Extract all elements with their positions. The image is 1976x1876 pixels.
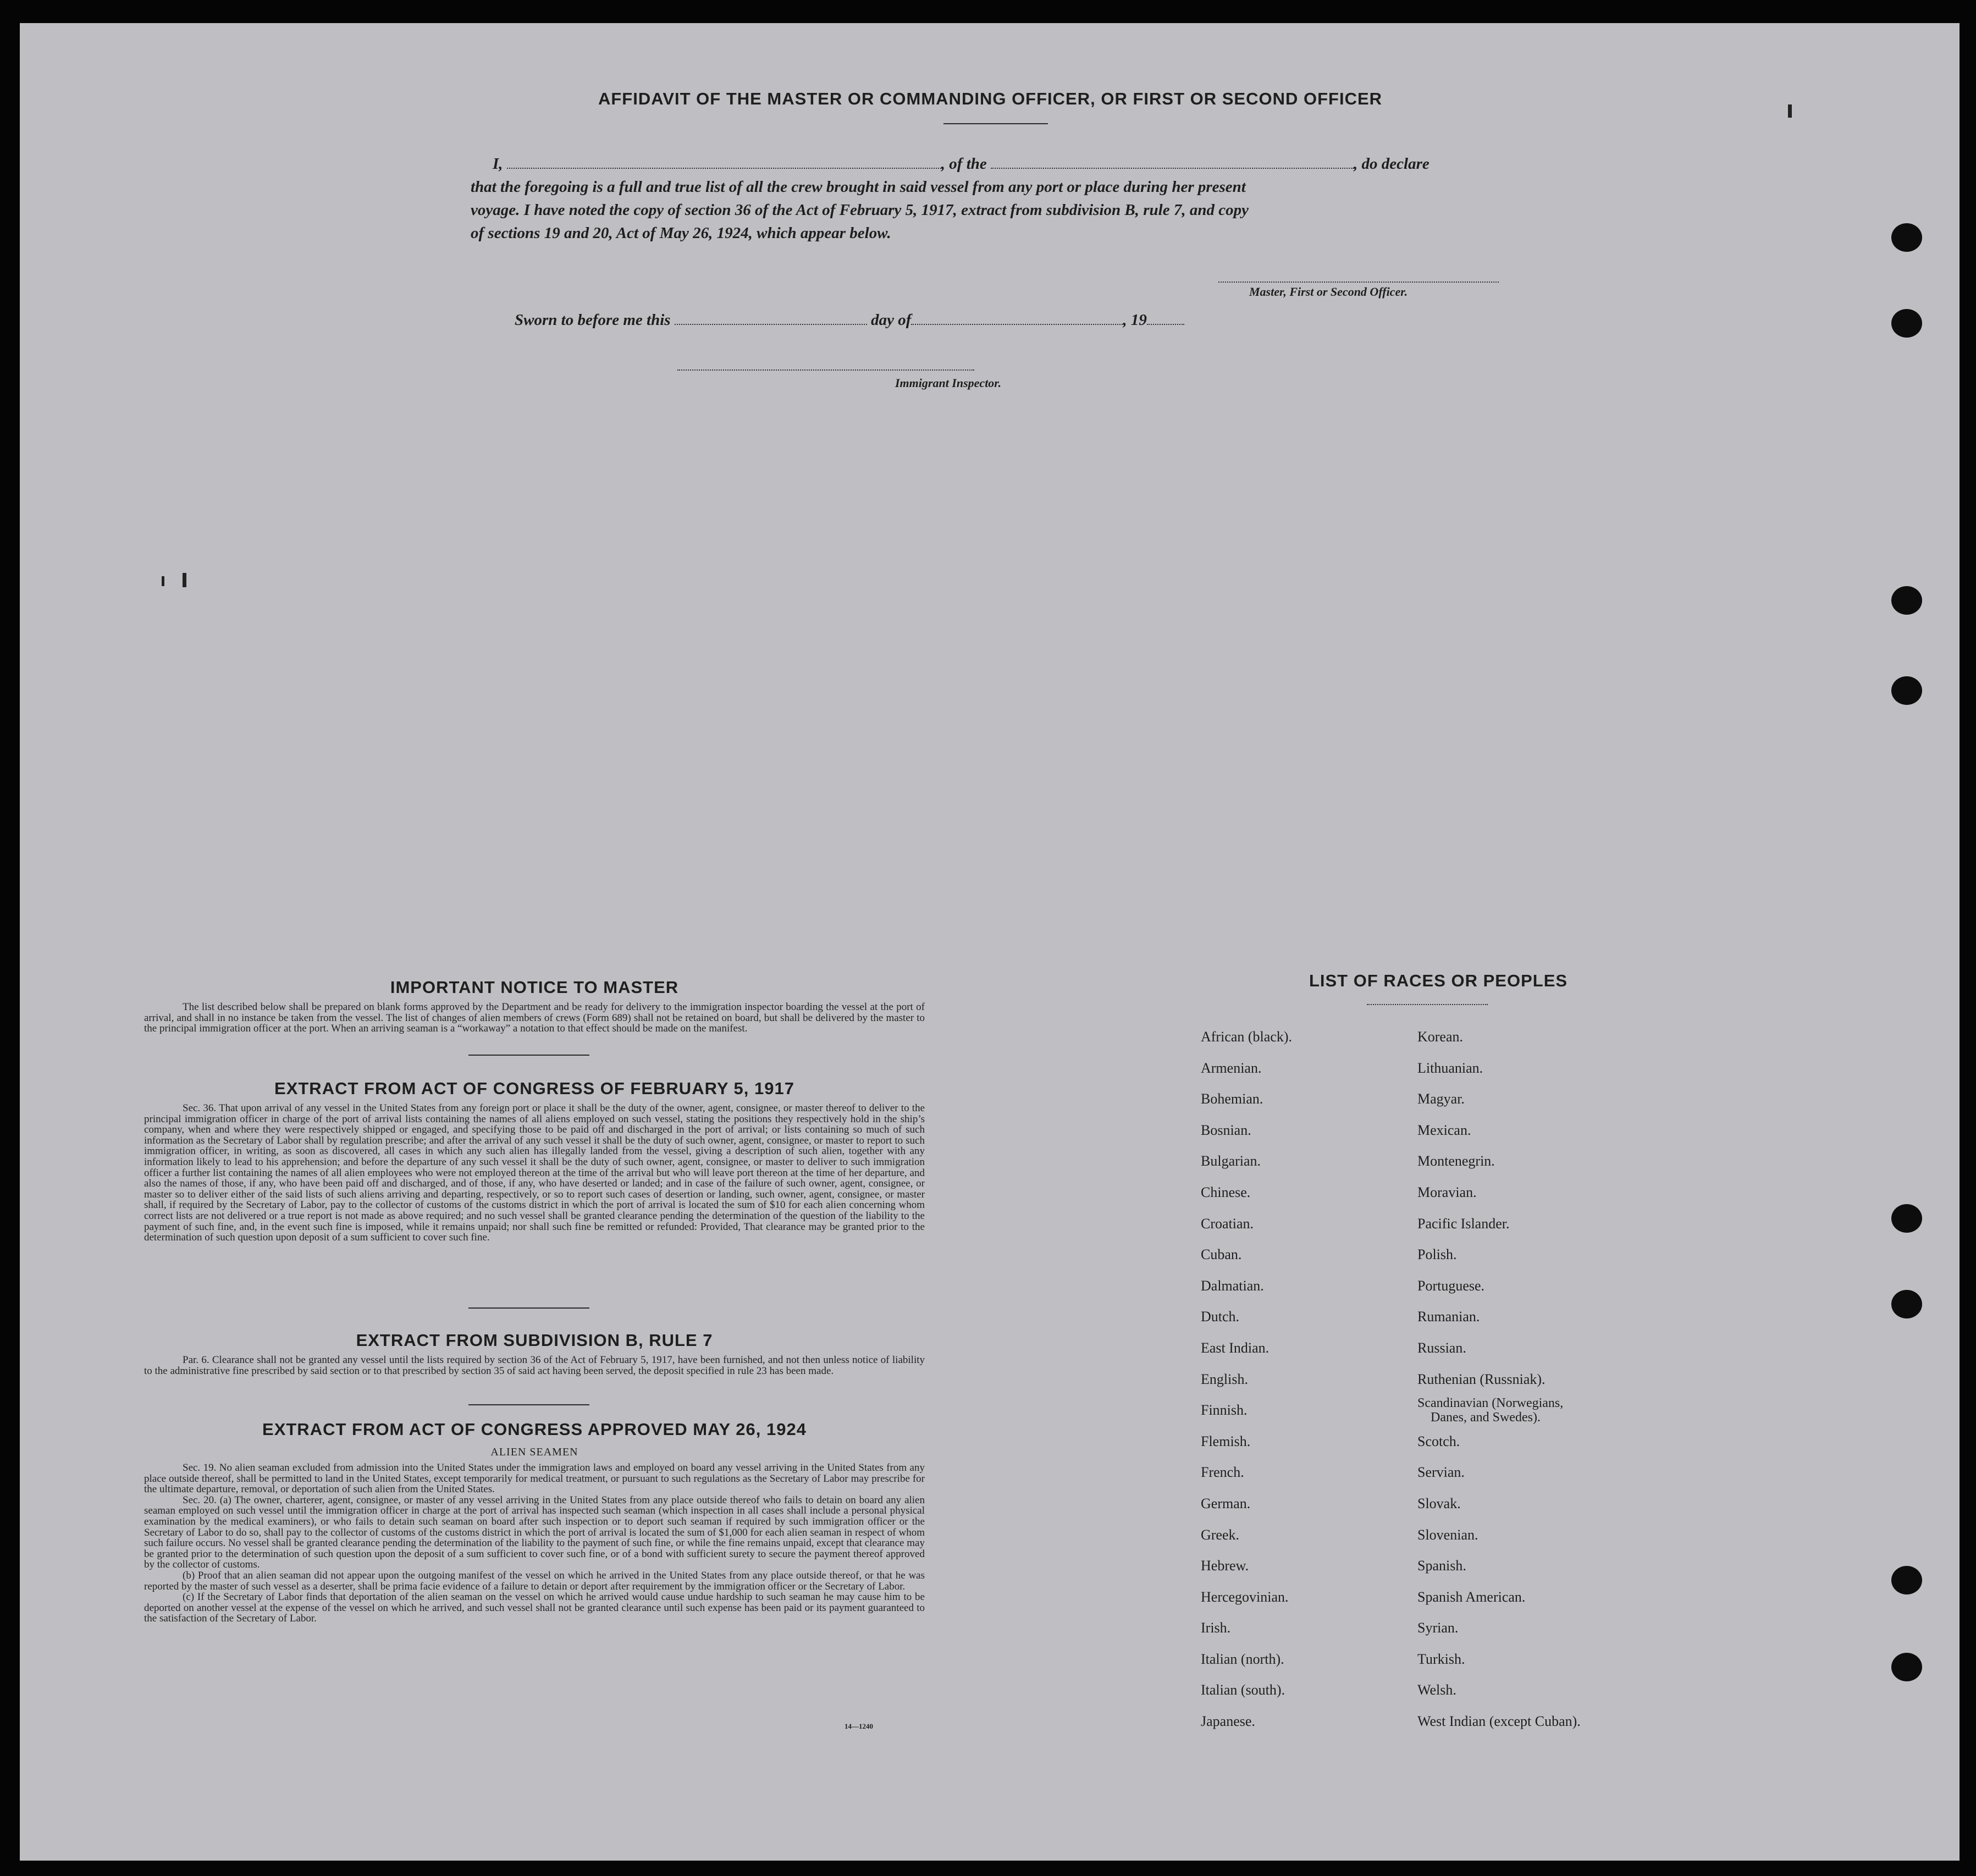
race-item: Syrian. [1417,1620,1459,1636]
race-item: Montenegrin. [1417,1153,1495,1169]
race-item: Rumanian. [1417,1309,1480,1325]
race-item: Scandinavian (Norwegians, Danes, and Swedes). [1417,1396,1564,1425]
declaration-i: I, [493,155,503,173]
section-rule [468,1055,589,1056]
rule7-title: EXTRACT FROM SUBDIVISION B, RULE 7 [356,1331,713,1350]
race-item: French. [1201,1464,1244,1481]
race-item: Cuban. [1201,1246,1242,1263]
notice-text: The list described below shall be prepared on blank forms approved by the Department and be ready for delivery to the immigration inspector boarding the vessel at the port of arrival, and shall in no instance be taken from the vessel. The list of changes of alien members of crews (Form 689) shall not be retained on board, but shall be delivered by the master to the principal immigration officer at the port. When an arriving seaman is a “workaway” a notation to that effect should be made on the manifest. [144,1001,925,1035]
punch-hole [1891,1204,1922,1233]
vessel-field[interactable] [991,156,1354,169]
race-item: Spanish American. [1417,1588,1526,1605]
punch-hole [1891,1653,1922,1681]
extract-1924-body [144,1463,925,1624]
sec20b-text: (b) Proof that an alien seaman did not appear upon the outgoing manifest of the vessel on which he arrived in the United States from any place outside thereof, or that he was reported by the master of such vessel as a deserter, shall be prima facie evidence of a failure to detain or deport after requirement by the immigration officer or the Secretary of Labor. [144,1569,925,1592]
notice-title: IMPORTANT NOTICE TO MASTER [390,978,679,997]
race-item: Dutch. [1201,1309,1240,1325]
race-item: Bohemian. [1201,1091,1263,1107]
race-item: Lithuanian. [1417,1060,1483,1076]
race-item: Irish. [1201,1620,1231,1636]
title-rule [943,123,1048,124]
race-item: Finnish. [1201,1402,1248,1419]
race-item: Portuguese. [1417,1277,1485,1294]
extract-1924-subtitle: ALIEN SEAMEN [490,1446,578,1458]
race-item: Italian (north). [1201,1651,1284,1667]
race-item: West Indian (except Cuban). [1417,1713,1581,1730]
race-item: Italian (south). [1201,1682,1285,1698]
name-field[interactable] [507,156,941,169]
race-item: African (black). [1201,1029,1293,1045]
race-item: Magyar. [1417,1091,1465,1107]
race-item: Slovenian. [1417,1526,1478,1543]
race-item: Polish. [1417,1246,1457,1263]
punch-hole [1891,1290,1922,1318]
declaration-line-3: voyage. I have noted the copy of section 36 of the Act of February 5, 1917, extract from subdivision B, rule 7, and copy [471,201,1249,219]
race-item: Moravian. [1417,1184,1477,1200]
punch-hole [1891,223,1922,252]
race-item: Armenian. [1201,1060,1262,1076]
race-item: Ruthenian (Russniak). [1417,1371,1546,1387]
stray-mark [183,573,186,587]
race-item: Mexican. [1417,1122,1471,1138]
sworn-text: Sworn to before me this [515,311,671,329]
races-left-column [1201,1022,1410,1737]
race-item: Spanish. [1417,1558,1466,1574]
race-item: Hebrew. [1201,1558,1249,1574]
affidavit-title: AFFIDAVIT OF THE MASTER OR COMMANDING OFFICER, OR FIRST OR SECOND OFFICER [598,89,1383,108]
extract-1924-title: EXTRACT FROM ACT OF CONGRESS APPROVED MAY 26, 1924 [262,1420,807,1439]
punch-hole [1891,586,1922,615]
sec19-text: Sec. 19. No alien seaman excluded from admission into the United States under the immigration laws and employed on board any vessel arriving in the United States from any place outside thereof, shall be permitted to land in the United States, except temporarily for medical treatment, or pursuant to such regulations as the Secretary of Labor may prescribe for the ultimate departure, removal, or deportation of such alien from the United States. [144,1462,925,1496]
race-item: Bulgarian. [1201,1153,1261,1169]
sworn-month-field[interactable] [911,312,1123,325]
stray-mark [162,576,164,586]
section-rule [468,1307,589,1309]
race-item: Slovak. [1417,1495,1461,1511]
race-item: Servian. [1417,1464,1465,1481]
rule7-text: Par. 6. Clearance shall not be granted any vessel until the lists required by section 36 of the Act of February 5, 1917, have been furnished, and not then unless notice of liability to the administrative fine prescribed by said section or to that prescribed by section 35 of said act having been served, the deposit specified in rule 23 has been made. [144,1354,925,1377]
race-item: Hercegovinian. [1201,1588,1289,1605]
race-item: Turkish. [1417,1651,1465,1667]
race-item: Pacific Islander. [1417,1215,1510,1232]
sec20a-text: Sec. 20. (a) The owner, charterer, agent, consignee, or master of any vessel arriving in the United States from any place outside thereof who fails to detain on board any alien seaman employed on such vessel until the immigration officer in charge at the port of arrival has inspected such seaman (which inspection in all cases shall include a personal physical examination by the medical examiners), or who fails to detain such seaman on board after such inspection or to deport such seaman if required by such immigration officer or the Secretary of Labor to do so, shall pay to the collector of customs of the customs district in which the port of arrival is located the sum of $1,000 for each alien seaman in respect of whom such failure occurs. No vessel shall be granted clearance pending the determination of the liability to the payment of such fine, or while the fine remains unpaid, except that clearance may be granted prior to the determination of such question upon the deposit of a sum sufficient to cover such fine, or of a bond with sufficient surety to secure the payment thereof approved by the collector of customs. [144,1494,925,1571]
race-item: Scotch. [1417,1433,1460,1449]
master-signature-label: Master, First or Second Officer. [1249,285,1408,299]
declaration-line-2: that the foregoing is a full and true list of all the crew brought in said vessel from any port or place during her present [471,178,1246,196]
section-rule [468,1404,589,1405]
sworn-year-field[interactable] [1147,312,1184,325]
race-item: Welsh. [1417,1682,1456,1698]
inspector-signature-line[interactable] [677,369,974,371]
punch-hole [1891,1566,1922,1594]
declaration-of-the: , of the [941,155,987,173]
declaration-line-4: of sections 19 and 20, Act of May 26, 1924, which appear below. [471,224,891,242]
race-item: Russian. [1417,1339,1466,1356]
sworn-day-field[interactable] [675,312,867,325]
day-of-text: day of [871,311,912,329]
declaration-declare: , do declare [1354,155,1429,173]
extract-1917-title: EXTRACT FROM ACT OF CONGRESS OF FEBRUARY 5, 1917 [274,1079,794,1098]
race-item: Japanese. [1201,1713,1255,1730]
race-item: Croatian. [1201,1215,1254,1232]
race-item: English. [1201,1371,1248,1387]
race-item: Korean. [1417,1029,1464,1045]
race-item: Chinese. [1201,1184,1251,1200]
master-signature-line[interactable] [1218,282,1499,283]
declaration-line-1 [471,155,1570,173]
sworn-line [515,311,1184,329]
race-item: Flemish. [1201,1433,1251,1449]
races-divider [1367,1004,1488,1005]
races-right-column [1417,1022,1725,1737]
year-prefix: , 19 [1123,311,1147,329]
races-title: LIST OF RACES OR PEOPLES [1309,971,1568,990]
form-number: 14—1240 [845,1722,873,1730]
sec20c-text: (c) If the Secretary of Labor finds that deportation of the alien seaman on the vessel on which he arrived would cause undue hardship to such seaman he may cause him to be deported on another vessel at the expense of the vessel on which he arrived, and such vessel shall not be granted clearance until such expense has been paid or its payment guaranteed to the satisfaction of the Secretary of Labor. [144,1591,925,1625]
race-item: East Indian. [1201,1339,1270,1356]
race-item: German. [1201,1495,1251,1511]
punch-hole [1891,676,1922,705]
race-item: Greek. [1201,1526,1240,1543]
inspector-label: Immigrant Inspector. [895,376,1002,390]
extract-1917-text: Sec. 36. That upon arrival of any vessel in the United States from any foreign port or place it shall be the duty of the owner, agent, consignee, or master thereof to deliver to the principal immigration officer in charge of the port of arrival lists containing the names of all aliens employed on such vessel, stating the positions they respectively hold in the ship’s company, when and where they were respectively shipped or engaged, and specifying those to be paid off and discharged in the port of arrival; or lists containing so much of such information as the Secretary of Labor shall by regulation prescribe; and after the arrival of any such vessel it shall be the duty of such owner, agent, consignee, or master to report to such immigration officer, in writing, as soon as discovered, all cases in which any such alien has illegally landed from the vessel, giving a description of such alien, together with any information likely to lead to his apprehension; and before the departure of any such vessel it shall be the duty of such owner, agent, consignee, or master to deliver to such immigration officer a further list containing the names of all alien employees who were not employed thereon at the time of the arrival but who will leave port thereon at the time of her departure, and also the names of those, if any, who have been paid off and discharged, and of those, if any, who have deserted or landed; and in case of the failure of such owner, agent, consignee, or master so to deliver either of the said lists of such aliens arriving and departing, respectively, or so to report such cases of desertion or landing, such owner, agent, consignee, or master shall, if required by the Secretary of Labor, pay to the collector of customs of the customs district in which the port of arrival is located the sum of $10 for each alien concerning whom correct lists are not delivered or a true report is not made as above required; and no such vessel shall be granted clearance pending the determination of the question of the liability to the payment of such fine, and, in the event such fine is imposed, while it remains unpaid; nor shall such fine be remitted or refunded: Provided, That clearance may be granted prior to the determination of such question upon deposit of a sum sufficient to cover such fine. [144,1102,925,1244]
punch-hole [1891,309,1922,338]
race-item: Bosnian. [1201,1122,1251,1138]
form-page [20,23,1960,1861]
race-item: Dalmatian. [1201,1277,1264,1294]
